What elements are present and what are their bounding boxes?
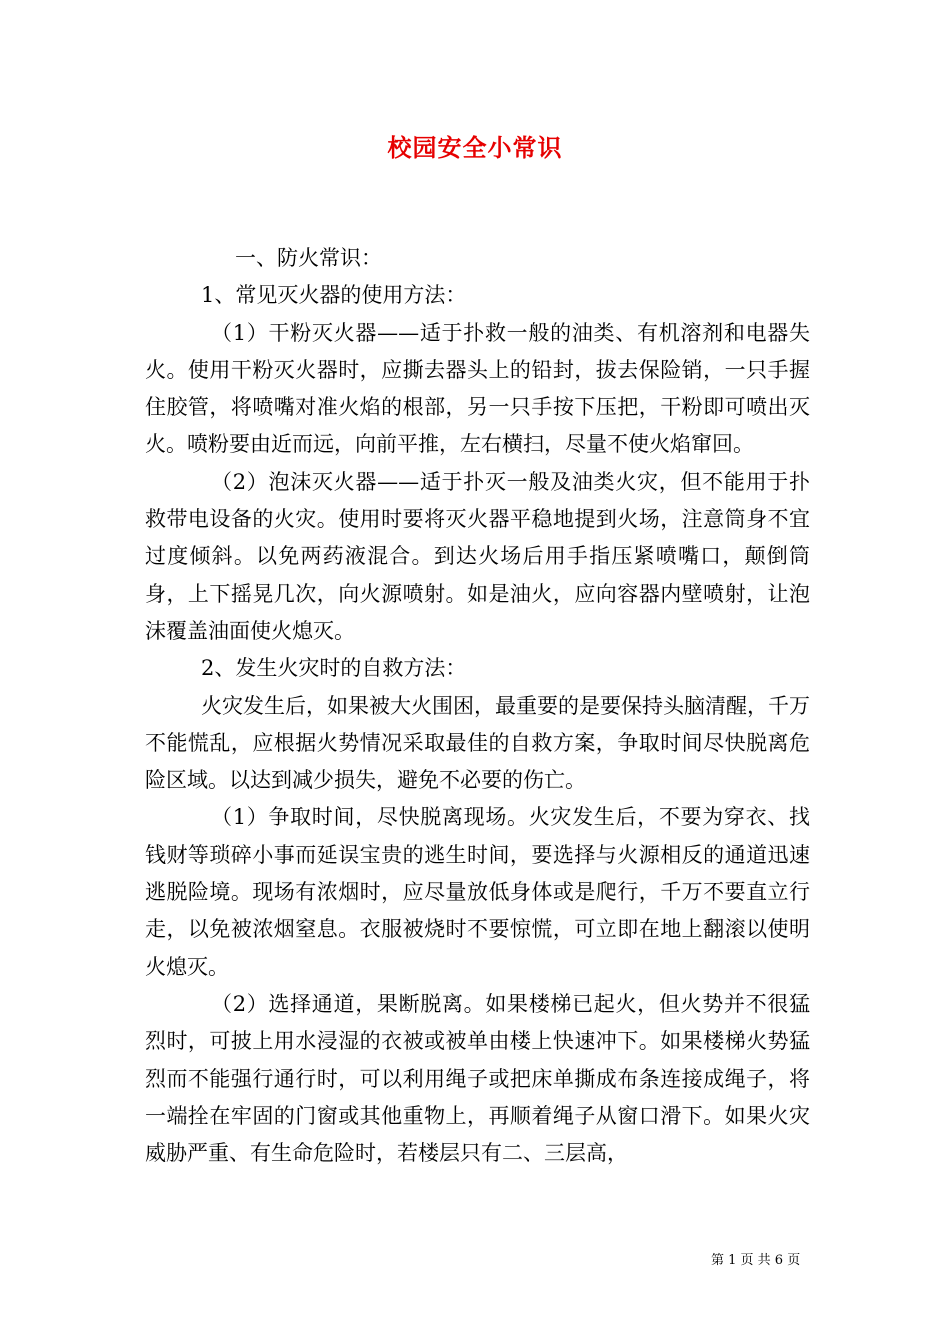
page-number: 第 1 页 共 6 页 xyxy=(711,1253,801,1268)
subheading-extinguisher-usage: 1、常见灭火器的使用方法： xyxy=(201,283,467,308)
paragraph-dry-powder-extinguisher: （1）干粉灭火器——适于扑救一般的油类、有机溶剂和电器失火。使用干粉灭火器时，应撕去器头上的铅封，拔去保险销，一只手握住胶管，将喷嘴对准火焰的根部，另一只手按下压把，干粉即可喷出灭火。喷粉要由近而远，向前平推，左右横扫，尽量不使火焰窜回。 xyxy=(145,320,810,457)
paragraph-self-rescue-intro: 火灾发生后，如果被大火围困，最重要的是要保持头脑清醒，千万不能慌乱，应根据火势情况采取最佳的自救方案，争取时间尽快脱离危险区域。以达到减少损失，避免不必要的伤亡。 xyxy=(145,693,810,793)
paragraph-foam-extinguisher: （2）泡沫灭火器——适于扑灭一般及油类火灾，但不能用于扑救带电设备的火灾。使用时要将灭火器平稳地提到火场，注意筒身不宜过度倾斜。以免两药液混合。到达火场后用手指压紧喷嘴口，颠倒筒身，上下摇晃几次，向火源喷射。如是油火，应向容器内壁喷射，让泡沫覆盖油面使火熄灭。 xyxy=(145,469,810,643)
paragraph-escape-quickly: （1）争取时间，尽快脱离现场。火灾发生后，不要为穿衣、找钱财等琐碎小事而延误宝贵的逃生时间，要选择与火源相反的通道迅速逃脱险境。现场有浓烟时，应尽量放低身体或是爬行，千万不要直立行走，以免被浓烟窒息。衣服被烧时不要惊慌，可立即在地上翻滚以使明火熄灭。 xyxy=(145,805,810,979)
heading-fire-prevention: 一、防火常识： xyxy=(235,246,382,270)
document-body xyxy=(145,240,810,1172)
document-title: 校园安全小常识 xyxy=(387,133,563,162)
paragraph-choose-exit: （2）选择通道，果断脱离。如果楼梯已起火，但火势并不很猛烈时，可披上用水浸湿的衣被或被单由楼上快速冲下。如果楼梯火势猛烈而不能强行通行时，可以利用绳子或把床单撕成布条连接成绳子，将一端拴在牢固的门窗或其他重物上，再顺着绳子从窗口滑下。如果火灾威胁严重、有生命危险时，若楼层只有二、三层高， xyxy=(145,991,810,1166)
subheading-self-rescue: 2、发生火灾时的自救方法： xyxy=(201,656,467,681)
